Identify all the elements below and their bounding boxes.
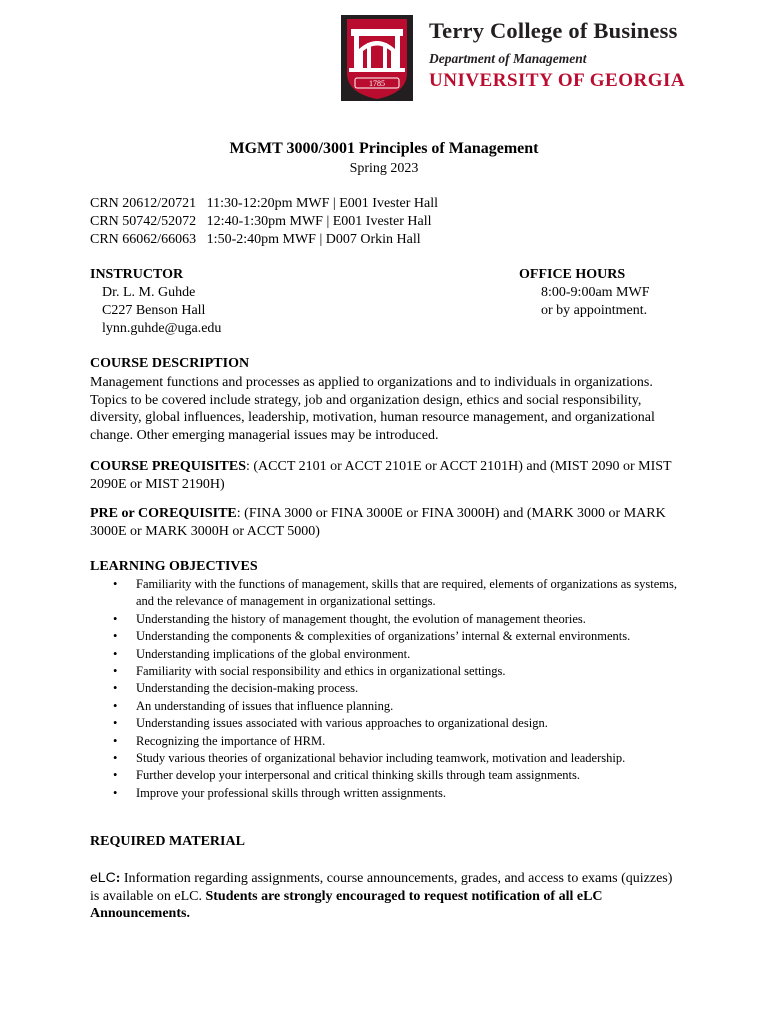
prerequisites-text: : (ACCT 2101 or ACCT 2101E or ACCT 2101H) and (MIST 2090 or MIST 2090E or MIST 2190H) [90,459,672,492]
section-line: CRN 20612/20721 11:30-12:20pm MWF | E001 Ivester Hall [90,196,438,211]
instructor-email[interactable]: lynn.guhde@uga.edu [102,321,222,336]
objective-item: • Study various theories of organizational behavior including teamwork, motivation and leadership. [113,750,693,767]
objective-item: • Understanding the components & complexities of organizations’ internal & external environments. [113,628,693,645]
prerequisites [90,458,680,493]
office-hours-alt: or by appointment. [541,303,648,318]
elc-notice: Students are strongly encouraged to request notification of all eLC Announcements. [90,888,603,922]
objective-item: • Familiarity with the functions of management, skills that are required, elements of organizations as systems, and the relevance of management in organizational settings. [113,576,693,611]
objective-item: • Understanding the decision-making process. [113,680,693,697]
elc-label: eLC [90,869,116,885]
course-term: Spring 2023 [349,161,419,176]
objective-item: • Improve your professional skills through written assignments. [113,785,693,802]
description-text: Management functions and processes as applied to organizations and to individuals in organizations. Topics to be covered include strategy, job and organization design, ethics and social responsibility, diversity, global influences, leadership, motivation, human resource management, and organizational change. Other emerging managerial issues may be introduced. [90,375,655,444]
objective-item: • An understanding of issues that influence planning. [113,698,693,715]
objective-item: • Understanding implications of the global environment. [113,646,693,663]
objective-item: • Understanding issues associated with various approaches to organizational design. [113,715,693,732]
svg-text:1785: 1785 [369,79,385,88]
objective-item: • Understanding the history of management thought, the evolution of management theories. [113,611,693,628]
instructor-heading: INSTRUCTOR [90,267,184,282]
corequisite-text: : (FINA 3000 or FINA 3000E or FINA 3000H) and (MARK 3000 or MARK 3000E or MARK 3000H or ACCT 5000) [90,506,666,539]
office-hours-time: 8:00-9:00am MWF [541,285,650,300]
instructor-name: Dr. L. M. Guhde [102,285,196,300]
instructor-office: C227 Benson Hall [102,303,206,318]
university-name: UNIVERSITY OF GEORGIA [429,70,686,91]
department-name: Department of Management [429,51,587,66]
material-heading: REQUIRED MATERIAL [90,834,245,849]
elc-text: Information regarding assignments, course announcements, grades, and access to exams (quizzes) is available on eLC. [90,871,673,904]
objectives-heading: LEARNING OBJECTIVES [90,559,258,574]
section-line: CRN 66062/66063 1:50-2:40pm MWF | D007 Orkin Hall [90,232,421,247]
terry-college-logo [341,15,755,101]
corequisite [90,505,680,540]
description-heading: COURSE DESCRIPTION [90,356,250,371]
section-line: CRN 50742/52072 12:40-1:30pm MWF | E001 Ivester Hall [90,214,432,229]
office-hours-heading: OFFICE HOURS [519,267,626,282]
elc-colon: : [115,871,121,886]
uga-arch-seal-icon [341,15,413,101]
college-name: Terry College of Business [429,18,678,43]
corequisite-label: PRE or COREQUISITE [90,506,237,521]
objectives-list [113,576,693,802]
prerequisites-label: COURSE PREQUISITES [90,459,246,474]
objective-item: • Further develop your interpersonal and critical thinking skills through team assignments. [113,767,693,784]
elc-paragraph [90,869,680,923]
objective-item: • Familiarity with social responsibility and ethics in organizational settings. [113,663,693,680]
objective-item: • Recognizing the importance of HRM. [113,733,693,750]
course-title: MGMT 3000/3001 Principles of Management [229,140,539,157]
